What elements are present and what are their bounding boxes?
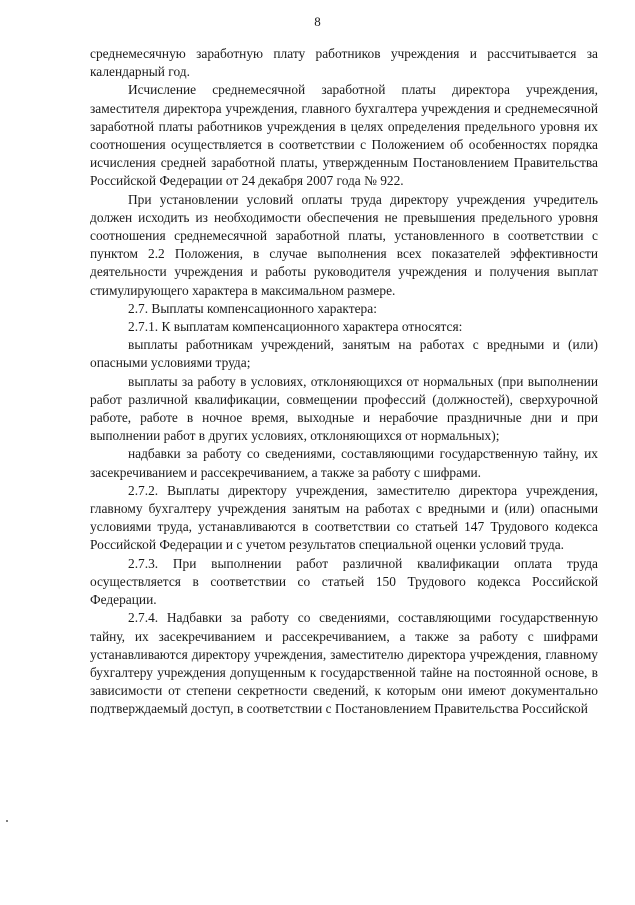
paragraph-continuation: среднемесячную заработную плату работников учреждения и рассчитывается за календарный год. <box>90 46 598 80</box>
paragraph-2-7-3: 2.7.3. При выполнении работ различной квалификации оплата труда осуществляется в соответствии со статьей 150 Трудового кодекса Российской Федерации. <box>90 555 598 608</box>
subsection-heading-2-7-1: 2.7.1. К выплатам компенсационного характера относятся: <box>128 319 463 335</box>
list-item-state-secret: надбавки за работу со сведениями, составляющими государственную тайну, их засекречиванием и рассекречиванием, а также за работу с шифрами. <box>90 446 598 480</box>
list-item-abnormal-conditions: выплаты за работу в условиях, отклоняющихся от нормальных (при выполнении работ различной квалификации, совмещении профессий (должностей), сверхурочной работе, работе в ночное время, выходные и нерабочие праздничные дни и при выполнении работ в других условиях, отклоняющихся от нормальных); <box>90 373 598 444</box>
page-number: 8 <box>314 14 321 29</box>
paragraph-director-pay-conditions: При установлении условий оплаты труда директору учреждения учредитель должен исходить из необходимости обеспечения не превышения предельного уровня соотношения среднемесячной заработной платы, установленного в соответствии с пунктом 2.2 Положения, в случае выполнения всех показателей эффективности деятельности учреждения и работы руководителя учреждения и получения выплат стимулирующего характера в максимальном размере. <box>90 191 598 298</box>
paragraph-2-7-4: 2.7.4. Надбавки за работу со сведениями, составляющими государственную тайну, их засекречиванием и рассекречиванием, а также за работу с шифрами устанавливаются директору учреждения, заместителю директора учреждения, главному бухгалтеру учреждения допущенным к государственной тайне на постоянной основе, в зависимости от степени секретности сведений, к которым они имеют документально подтверждаемый доступ, в соответствии с Постановлением Правительства Российской <box>90 610 598 717</box>
section-heading-2-7: 2.7. Выплаты компенсационного характера: <box>128 300 377 316</box>
paragraph-2-7-2: 2.7.2. Выплаты директору учреждения, заместителю директора учреждения, главному бухгалтеру учреждения занятым на работах с вредными и (или) опасными условиями труда, устанавливаются в соответствии со статьей 147 Трудового кодекса Российской Федерации и с учетом результатов специальной оценки условий труда. <box>90 482 598 553</box>
paragraph-salary-calculation: Исчисление среднемесячной заработной платы директора учреждения, заместителя директора учреждения, главного бухгалтера учреждения и среднемесячной заработной платы работников учреждения в целях определения предельного уровня их соотношения осуществляется в соответствии с Положением об особенностях порядка исчисления средней заработной платы, утвержденным Постановлением Правительства Российской Федерации от 24 декабря 2007 года № 922. <box>90 82 598 189</box>
document-body <box>90 45 598 719</box>
list-item-hazardous-work: выплаты работникам учреждений, занятым на работах с вредными и (или) опасными условиями труда; <box>90 337 598 371</box>
scan-speck <box>6 820 8 822</box>
